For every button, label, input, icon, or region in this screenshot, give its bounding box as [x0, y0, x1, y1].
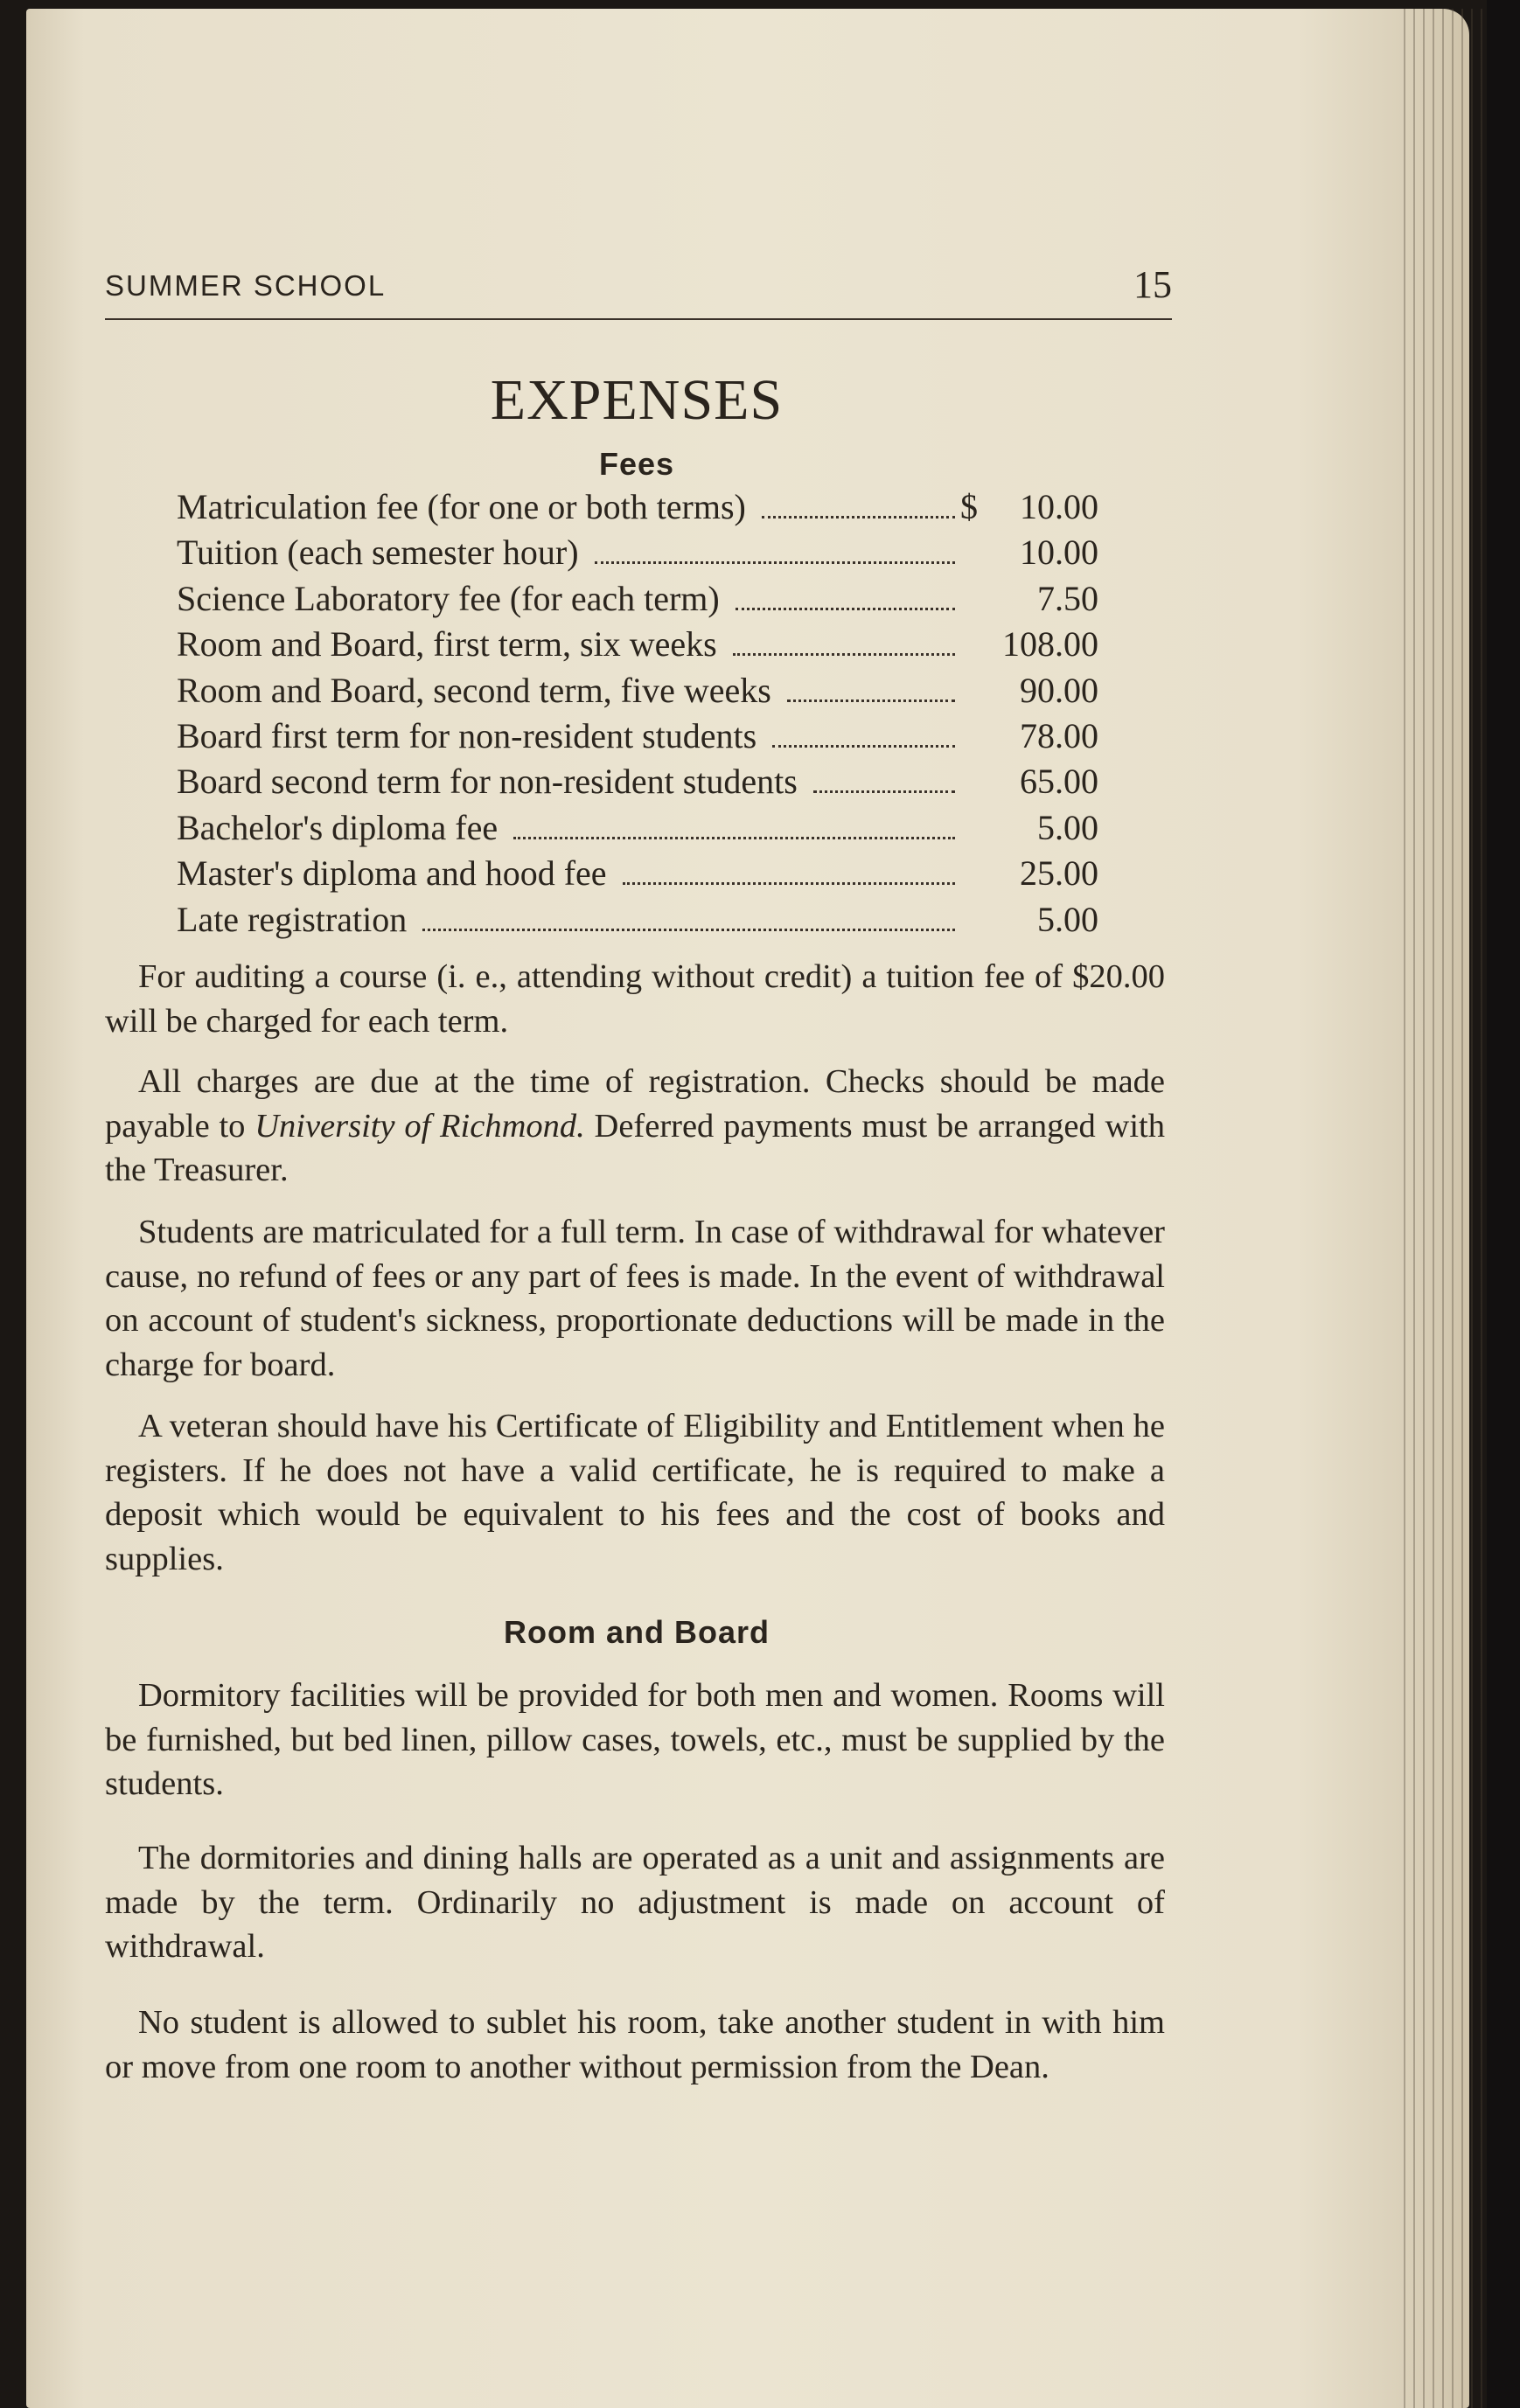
fee-label: Late registration: [177, 899, 408, 939]
fee-label: Matriculation fee (for one or both terms): [177, 487, 746, 526]
currency-symbol: $: [960, 487, 978, 526]
auditing-paragraph: [105, 955, 1165, 1043]
fee-amount: 90.00: [1020, 670, 1098, 710]
fee-label: Room and Board, second term, five weeks: [177, 670, 771, 710]
fee-amount: 10.00: [1020, 487, 1098, 526]
page-number: 15: [1133, 263, 1172, 306]
running-title: SUMMER SCHOOL: [105, 269, 387, 302]
matriculated-paragraph: [105, 1210, 1165, 1387]
fee-amount: 78.00: [1020, 715, 1098, 755]
auditing-text: For auditing a course (i. e., attending without credit) a tuition fee of $20.00 will be charged for each term.: [105, 958, 1165, 1040]
fee-row: [177, 715, 1098, 761]
sublet-text: No student is allowed to sublet his room, take another student in with him or move from one room to another without permission from the Dean.: [105, 2004, 1165, 2085]
fee-label: Bachelor's diploma fee: [177, 807, 499, 847]
dormitory-text: Dormitory facilities will be provided for both men and women. Rooms will be furnished, but bed linen, pillow cases, towels, etc., must be supplied by the students.: [105, 1677, 1165, 1802]
fee-row: [177, 578, 1098, 623]
fee-label: Tuition (each semester hour): [177, 532, 579, 573]
fee-amount: 5.00: [1037, 899, 1098, 939]
fee-label: Board second term for non-resident students: [177, 762, 798, 802]
running-head: [105, 261, 1172, 320]
matriculated-text: Students are matriculated for a full term. In case of withdrawal for whatever cause, no refund of fees or any part of fees is made. In the event of withdrawal on account of student's sickness, proportionate deductions will be made in the charge for board.: [105, 1214, 1165, 1383]
veteran-text: A veteran should have his Certificate of Eligibility and Entitlement when he registers. If he does not have a valid certificate, he is required to make a deposit which would be equivalent to his fees and the cost of books and supplies.: [105, 1408, 1165, 1577]
dormitory-paragraph: [105, 1674, 1165, 1806]
fee-amount: 7.50: [1037, 578, 1098, 618]
page-heading: EXPENSES: [490, 368, 784, 432]
room-board-heading: Room and Board: [503, 1614, 770, 1650]
dot-leader: [513, 836, 955, 839]
fee-label: Board first term for non-resident students: [177, 715, 757, 755]
veteran-paragraph: [105, 1404, 1165, 1581]
dot-leader: [787, 699, 955, 702]
fee-amount: 25.00: [1020, 853, 1098, 894]
charges-text-end: Deferred payments must be arranged with the Treasurer.: [105, 1107, 1165, 1188]
fee-label: Master's diploma and hood fee: [177, 853, 607, 894]
fee-row: [177, 853, 1098, 898]
fee-row: [177, 807, 1098, 853]
fee-row: [177, 899, 1098, 944]
fee-label: Room and Board, first term, six weeks: [177, 624, 717, 665]
charges-text: All charges are due at the time of registration. Checks should be made payable to: [105, 1063, 1165, 1145]
payee-name: University of Richmond.: [254, 1107, 585, 1145]
fee-row: [177, 486, 1098, 532]
dining-text: The dormitories and dining halls are operated as a unit and assignments are made by the term. Ordinarily no adjustment is made on account of withdrawal.: [105, 1840, 1165, 1965]
dining-paragraph: [105, 1836, 1165, 1969]
dot-leader: [733, 652, 955, 656]
fees-heading: Fees: [598, 446, 675, 482]
fee-amount: 108.00: [1002, 624, 1098, 665]
dot-leader: [736, 607, 955, 610]
fee-row: [177, 670, 1098, 715]
dot-leader: [772, 744, 955, 748]
dot-leader: [813, 790, 955, 793]
fee-list: [177, 486, 1098, 944]
fee-amount: 5.00: [1037, 807, 1098, 847]
fee-label: Science Laboratory fee (for each term): [177, 578, 720, 618]
fee-amount: 10.00: [1020, 532, 1098, 573]
fee-amount: 65.00: [1020, 762, 1098, 802]
fee-row: [177, 761, 1098, 806]
dot-leader: [422, 928, 955, 931]
scan-border: [1487, 0, 1520, 2408]
dot-leader: [762, 515, 955, 518]
fee-row: [177, 623, 1098, 669]
charges-paragraph: [105, 1060, 1165, 1193]
dot-leader: [623, 881, 955, 885]
fee-row: [177, 532, 1098, 577]
sublet-paragraph: [105, 2001, 1165, 2089]
dot-leader: [595, 560, 955, 564]
